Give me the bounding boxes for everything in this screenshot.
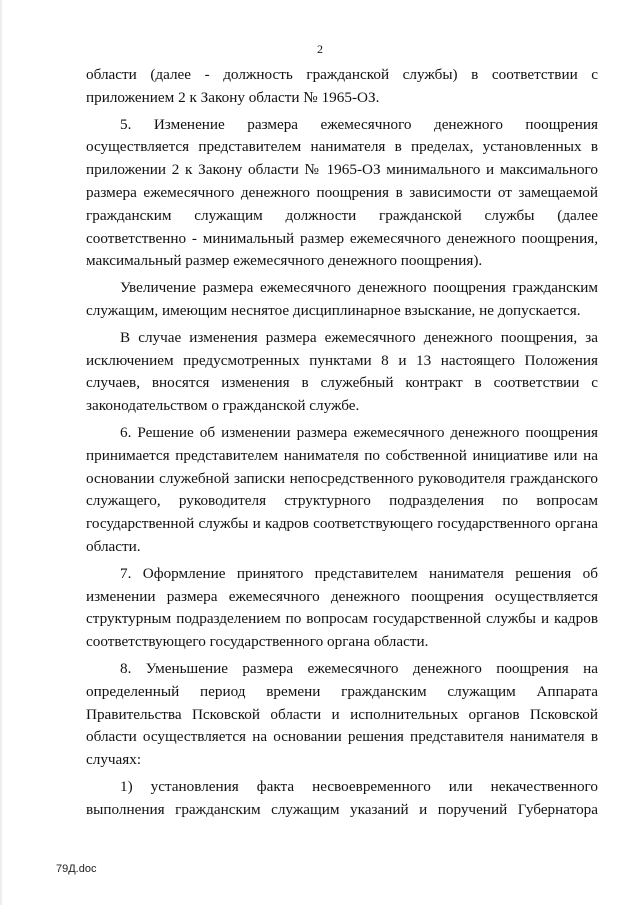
paragraph-subitem-1: 1) установления факта несвоевременного или некачественного выполнения гражданским служащим указаний и поручений Губернатора bbox=[86, 777, 598, 818]
paragraph-item-6: 6. Решение об изменении размера ежемесячного денежного поощрения принимается представителем нанимателя по собственной инициативе или на основании служебной записки непосредственного руководителя гражданского служащего, руководителя структурного подразделения по вопросам государственной службы и кадров соответствующего государственного органа области. bbox=[86, 423, 598, 555]
scan-edge bbox=[0, 0, 3, 905]
paragraph-item-5: 5. Изменение размера ежемесячного денежного поощрения осуществляется представителем нанимателя в пределах, установленных в приложении 2 к Закону области № 1965-ОЗ минимального и максимального размера ежемесячного денежного поощрения в зависимости от замещаемой гражданским служащим должности гражданской службы (далее соответственно - минимальный размер ежемесячного денежного поощрения, максимальный размер ежемесячного денежного поощрения). bbox=[86, 115, 598, 270]
paragraph-item-8: 8. Уменьшение размера ежемесячного денежного поощрения на определенный период времени гражданским служащим Аппарата Правительства Псковской области и исполнительных органов Псковской области осуществляется на основании решения представителя нанимателя в случаях: bbox=[86, 659, 598, 769]
footer-filename: 79Д.doc bbox=[56, 863, 97, 875]
paragraph-contract-changes: В случае изменения размера ежемесячного денежного поощрения, за исключением предусмотренных пунктами 8 и 13 настоящего Положения случаев, вносятся изменения в служебный контракт в соответствии с законодательством о гражданской службе. bbox=[86, 328, 598, 415]
document-body bbox=[86, 64, 598, 826]
paragraph-item-7: 7. Оформление принятого представителем нанимателя решения об изменении размера ежемесячного денежного поощрения осуществляется структурным подразделением по вопросам государственной службы и кадров соответствующего государственного органа области. bbox=[86, 564, 598, 651]
page-number: 2 bbox=[317, 42, 323, 56]
paragraph-continuation: области (далее - должность гражданской службы) в соответствии с приложением 2 к Закону области № 1965-ОЗ. bbox=[86, 66, 598, 106]
paragraph-increase-restriction: Увеличение размера ежемесячного денежного поощрения гражданским служащим, имеющим неснятое дисциплинарное взыскание, не допускается. bbox=[86, 279, 598, 319]
